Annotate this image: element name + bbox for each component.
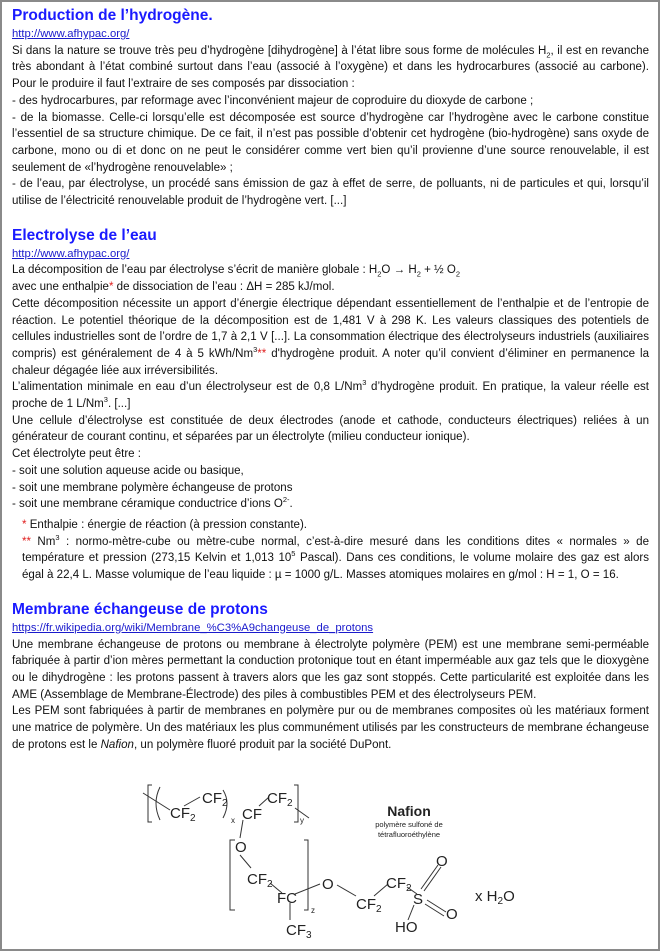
footnote-marker: **: [22, 535, 31, 548]
atom-label: $CF_2$: [386, 875, 412, 894]
text: d’hydrogène produit. En pratique, la valeur réelle est proche de 1 L/Nm: [12, 381, 649, 411]
nafion-subtitle: polymère sulfoné de: [375, 820, 443, 829]
section-title-membrane: Membrane échangeuse de protons: [12, 600, 268, 618]
section-title-electrolyse: Electrolyse de l’eau: [12, 226, 157, 244]
repeat-y: y: [300, 816, 304, 825]
footnote-enthalpy: [22, 517, 649, 534]
atom-label: $CF_2$: [356, 896, 382, 915]
text: Si dans la nature se trouve très peu d’hydrogène [dihydrogène] à l’état libre sous forme de molécules H: [12, 44, 547, 57]
atom-label: $CF_2$: [170, 805, 196, 824]
text: . [...]: [107, 398, 131, 411]
subscript: 2: [546, 50, 551, 59]
list-item: - de la biomasse. Celle-ci lorsqu’elle est décomposée est source d’hydrogène car l’hydrogène avec le carbone constitue l’essentiel de sa structure chimique. De ce fait, il n’est pas possible d’obtenir cet hydrogène (bio-hydrogène) sans oxyde de carbone, mono ou di et donc on ne peut le considérer comme vert bien qu’il provienne d’une source renouvelable, il est seulement de «l’hydrogène renouvelable» ;: [12, 111, 649, 174]
text: , un polymère fluoré produit par la société DuPont.: [133, 738, 392, 751]
atom-label: CF: [242, 806, 262, 823]
text: : normo-mètre-cube ou mètre-cube normal, c’est-à-dire mesuré dans les conditions dites « normales » de température et pression (273,15 Kelvin et 1,013 10: [22, 535, 650, 565]
atom-label: HO: [395, 919, 418, 936]
atom-label: O: [436, 853, 448, 870]
footnote-nm3: [22, 534, 649, 584]
list-item: - des hydrocarbures, par reformage avec l’inconvénient majeur de coproduire du dioxyde de carbone ;: [12, 94, 534, 107]
text: - soit une membrane céramique conductrice d’ions O: [12, 498, 283, 511]
atom-label: S: [413, 891, 424, 908]
superscript: 3: [253, 345, 258, 355]
nafion-subtitle: tétrafluoroéthylène: [377, 830, 441, 839]
paragraph: [12, 703, 649, 753]
text: L’alimentation minimale en eau d’un électrolyseur est de 0,8 L/Nm: [12, 381, 363, 394]
nafion-title: Nafion: [387, 803, 431, 819]
nafion-structure-figure: [2, 780, 658, 951]
list-item: - soit une solution aqueuse acide ou basique,: [12, 464, 244, 477]
atom-label: $CF_2$: [247, 871, 273, 890]
footnote-marker: *: [22, 518, 27, 531]
section-title-production: Production de l’hydrogène.: [12, 7, 213, 24]
text: avec une enthalpie: [12, 281, 109, 294]
text: + ½ O: [420, 264, 456, 277]
superscript: 3: [362, 378, 367, 388]
equation-line: [12, 262, 649, 279]
list-item: - soit une membrane polymère échangeuse de protons: [12, 481, 293, 494]
text: Pascal). Dans ces conditions, le volume molaire des gaz est alors égal à 22,4 L. Masse volumique de l’eau liquide : µ = 1000 g/L. Masses atomiques molaires en g/mol : H = 1, O = 16.: [22, 552, 649, 582]
list-item: [12, 496, 649, 513]
subscript: 2: [455, 269, 461, 279]
atom-label: $CF_3$: [286, 922, 312, 941]
text: d'hydrogène produit. A noter qu’il convient d’éliminer en permanence la chaleur dégagée liée aux irréversibilités.: [12, 347, 649, 377]
repeat-z: z: [311, 906, 315, 915]
atom-label: $CF_2$: [267, 790, 293, 809]
atom-label: O: [322, 876, 334, 893]
footnote-marker: **: [257, 347, 267, 360]
paragraph: Une cellule d’électrolyse est constituée de deux électrodes (anode et cathode, conducteurs électriques) reliées à un générateur de courant continu, et séparées par un électrolyte (milieu conducteur ionique).: [12, 414, 649, 444]
intro-paragraph: [12, 43, 649, 93]
subscript: 2: [416, 269, 421, 279]
paragraph: [12, 379, 649, 412]
paragraph: Une membrane échangeuse de protons ou membrane à électrolyte polymère (PEM) est une membrane semi-perméable fabriquée à partir d’ion mères permettant la conduction protonique tout en étant imperméable aux gaz tels que le dioxygène ou le dihydrogène : les protons passent à travers alors que les gaz sont stoppés. Cette particularité est exploitée dans les AME (Assemblage de Membrane-Électrode) des piles à combustibles PEM et des électrolyseurs PEM.: [12, 638, 649, 701]
repeat-x: x: [231, 816, 235, 825]
superscript: 3: [103, 395, 108, 405]
superscript: 3: [55, 532, 60, 542]
atom-label: O: [446, 906, 458, 923]
paragraph: [12, 296, 649, 380]
superscript: 2-: [282, 495, 290, 505]
footnotes: [12, 517, 649, 584]
text: O → H: [381, 264, 417, 277]
text: Enthalpie : énergie de réaction (à pression constante).: [26, 518, 308, 531]
atom-labels: [170, 790, 515, 941]
document-content: [12, 6, 649, 753]
text: Cette décomposition nécessite un apport d’énergie électrique dépendant essentiellement de l’enthalpie et de l’entropie de réaction. Le potentiel théorique de la décomposition est de 1,481 V à 298 K. Les valeurs classiques des potentiels de cellules industrielles sont de l’ordre de 1,7 à 2,1 V [...]. La consommation électrique des électrolyseurs industriels (auxiliaires compris) est généralement de 4 à 5 kWh/Nm: [12, 297, 649, 360]
footnote-marker: *: [108, 281, 114, 294]
atom-label: FC: [277, 890, 297, 907]
source-link-afhypac[interactable]: http://www.afhypac.org/: [12, 28, 130, 40]
text: Nm: [31, 535, 56, 548]
text: , il est en revanche très abondant à l’état combiné surtout dans l’eau (associé à l’oxygène) et dans les hydrocarbures (associé au carbone). Pour le produire il faut l’extraire de ses composés par dissociation :: [12, 44, 649, 91]
source-link-afhypac[interactable]: http://www.afhypac.org/: [12, 247, 130, 260]
atom-label: O: [235, 839, 247, 856]
text: La décomposition de l’eau par électrolyse s’écrit de manière globale : H: [12, 264, 378, 277]
subscript: 2: [377, 269, 382, 279]
source-link-wikipedia[interactable]: https://fr.wikipedia.org/wiki/Membrane_%C3%A9changeuse_de_protons: [12, 621, 374, 634]
text: de dissociation de l’eau : ΔH = 285 kJ/mol.: [113, 281, 335, 294]
nafion-italic: Nafion: [100, 738, 134, 751]
water-label: x $H_2O$: [475, 888, 515, 907]
list-item: - de l’eau, par électrolyse, un procédé sans émission de gaz à effet de serre, de polluants, ni de particules et qui, lorsqu’il utilise de l’électricité renouvelable produit de l’hydrogène vert. [...]: [12, 178, 649, 208]
atom-label: $CF_2$: [202, 790, 228, 809]
superscript: 5: [291, 549, 296, 559]
text: .: [289, 498, 293, 511]
text: Les PEM sont fabriquées à partir de membranes en polymère pur ou de membranes composites où les matériaux forment une matrice de polymère. Un des matériaux les plus communément utilisés par les constructeurs de membrane échangeuse de protons est le: [12, 705, 649, 751]
enthalpy-line: [12, 279, 649, 296]
paragraph: Cet électrolyte peut être :: [12, 448, 142, 461]
